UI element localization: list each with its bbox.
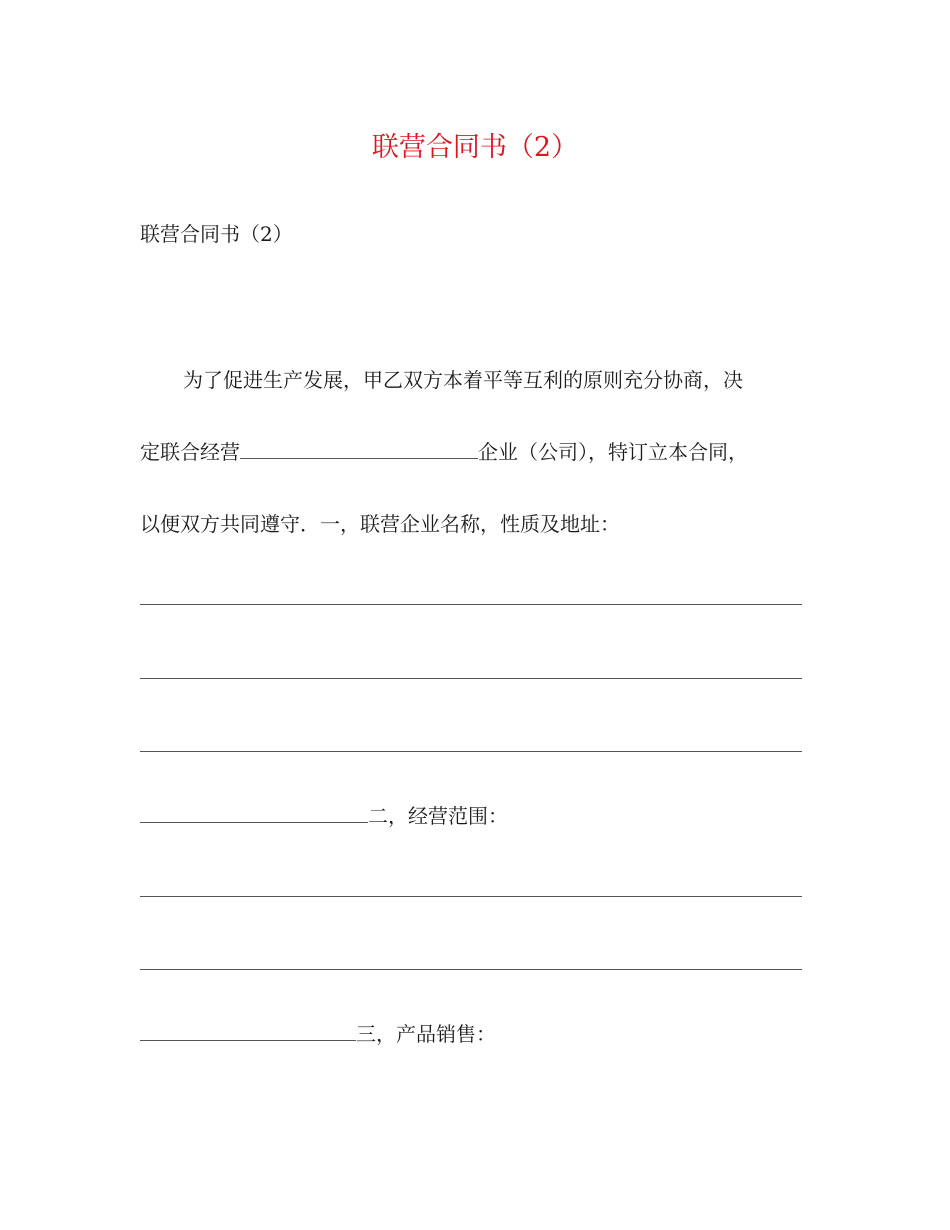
paragraph-line-1: 为了促进生产发展，甲乙双方本着平等互利的原则充分协商，决 <box>183 368 743 392</box>
document-subtitle: 联营合同书（2） <box>140 222 293 246</box>
paragraph-line-3: 以便双方共同遵守．一，联营企业名称，性质及地址： <box>140 512 620 536</box>
section-2-label: 二，经营范围： <box>368 804 508 828</box>
paragraph-line-2 <box>140 438 748 466</box>
joint-venture-name-blank[interactable] <box>240 438 478 459</box>
section-2-end-blank[interactable] <box>140 1020 356 1041</box>
fill-in-line-3[interactable] <box>140 751 802 752</box>
fill-in-line-4[interactable] <box>140 896 802 897</box>
section-3-label: 三，产品销售： <box>356 1022 496 1046</box>
paragraph-line-2-prefix: 定联合经营 <box>140 440 240 464</box>
document-title: 联营合同书（2） <box>371 132 579 163</box>
fill-in-line-1[interactable] <box>140 604 802 605</box>
paragraph-line-2-suffix: 企业（公司），特订立本合同， <box>478 440 748 464</box>
section-3-line <box>140 1020 496 1048</box>
fill-in-line-5[interactable] <box>140 969 802 970</box>
fill-in-line-2[interactable] <box>140 678 802 679</box>
section-2-line <box>140 802 508 830</box>
section-1-end-blank[interactable] <box>140 802 368 823</box>
